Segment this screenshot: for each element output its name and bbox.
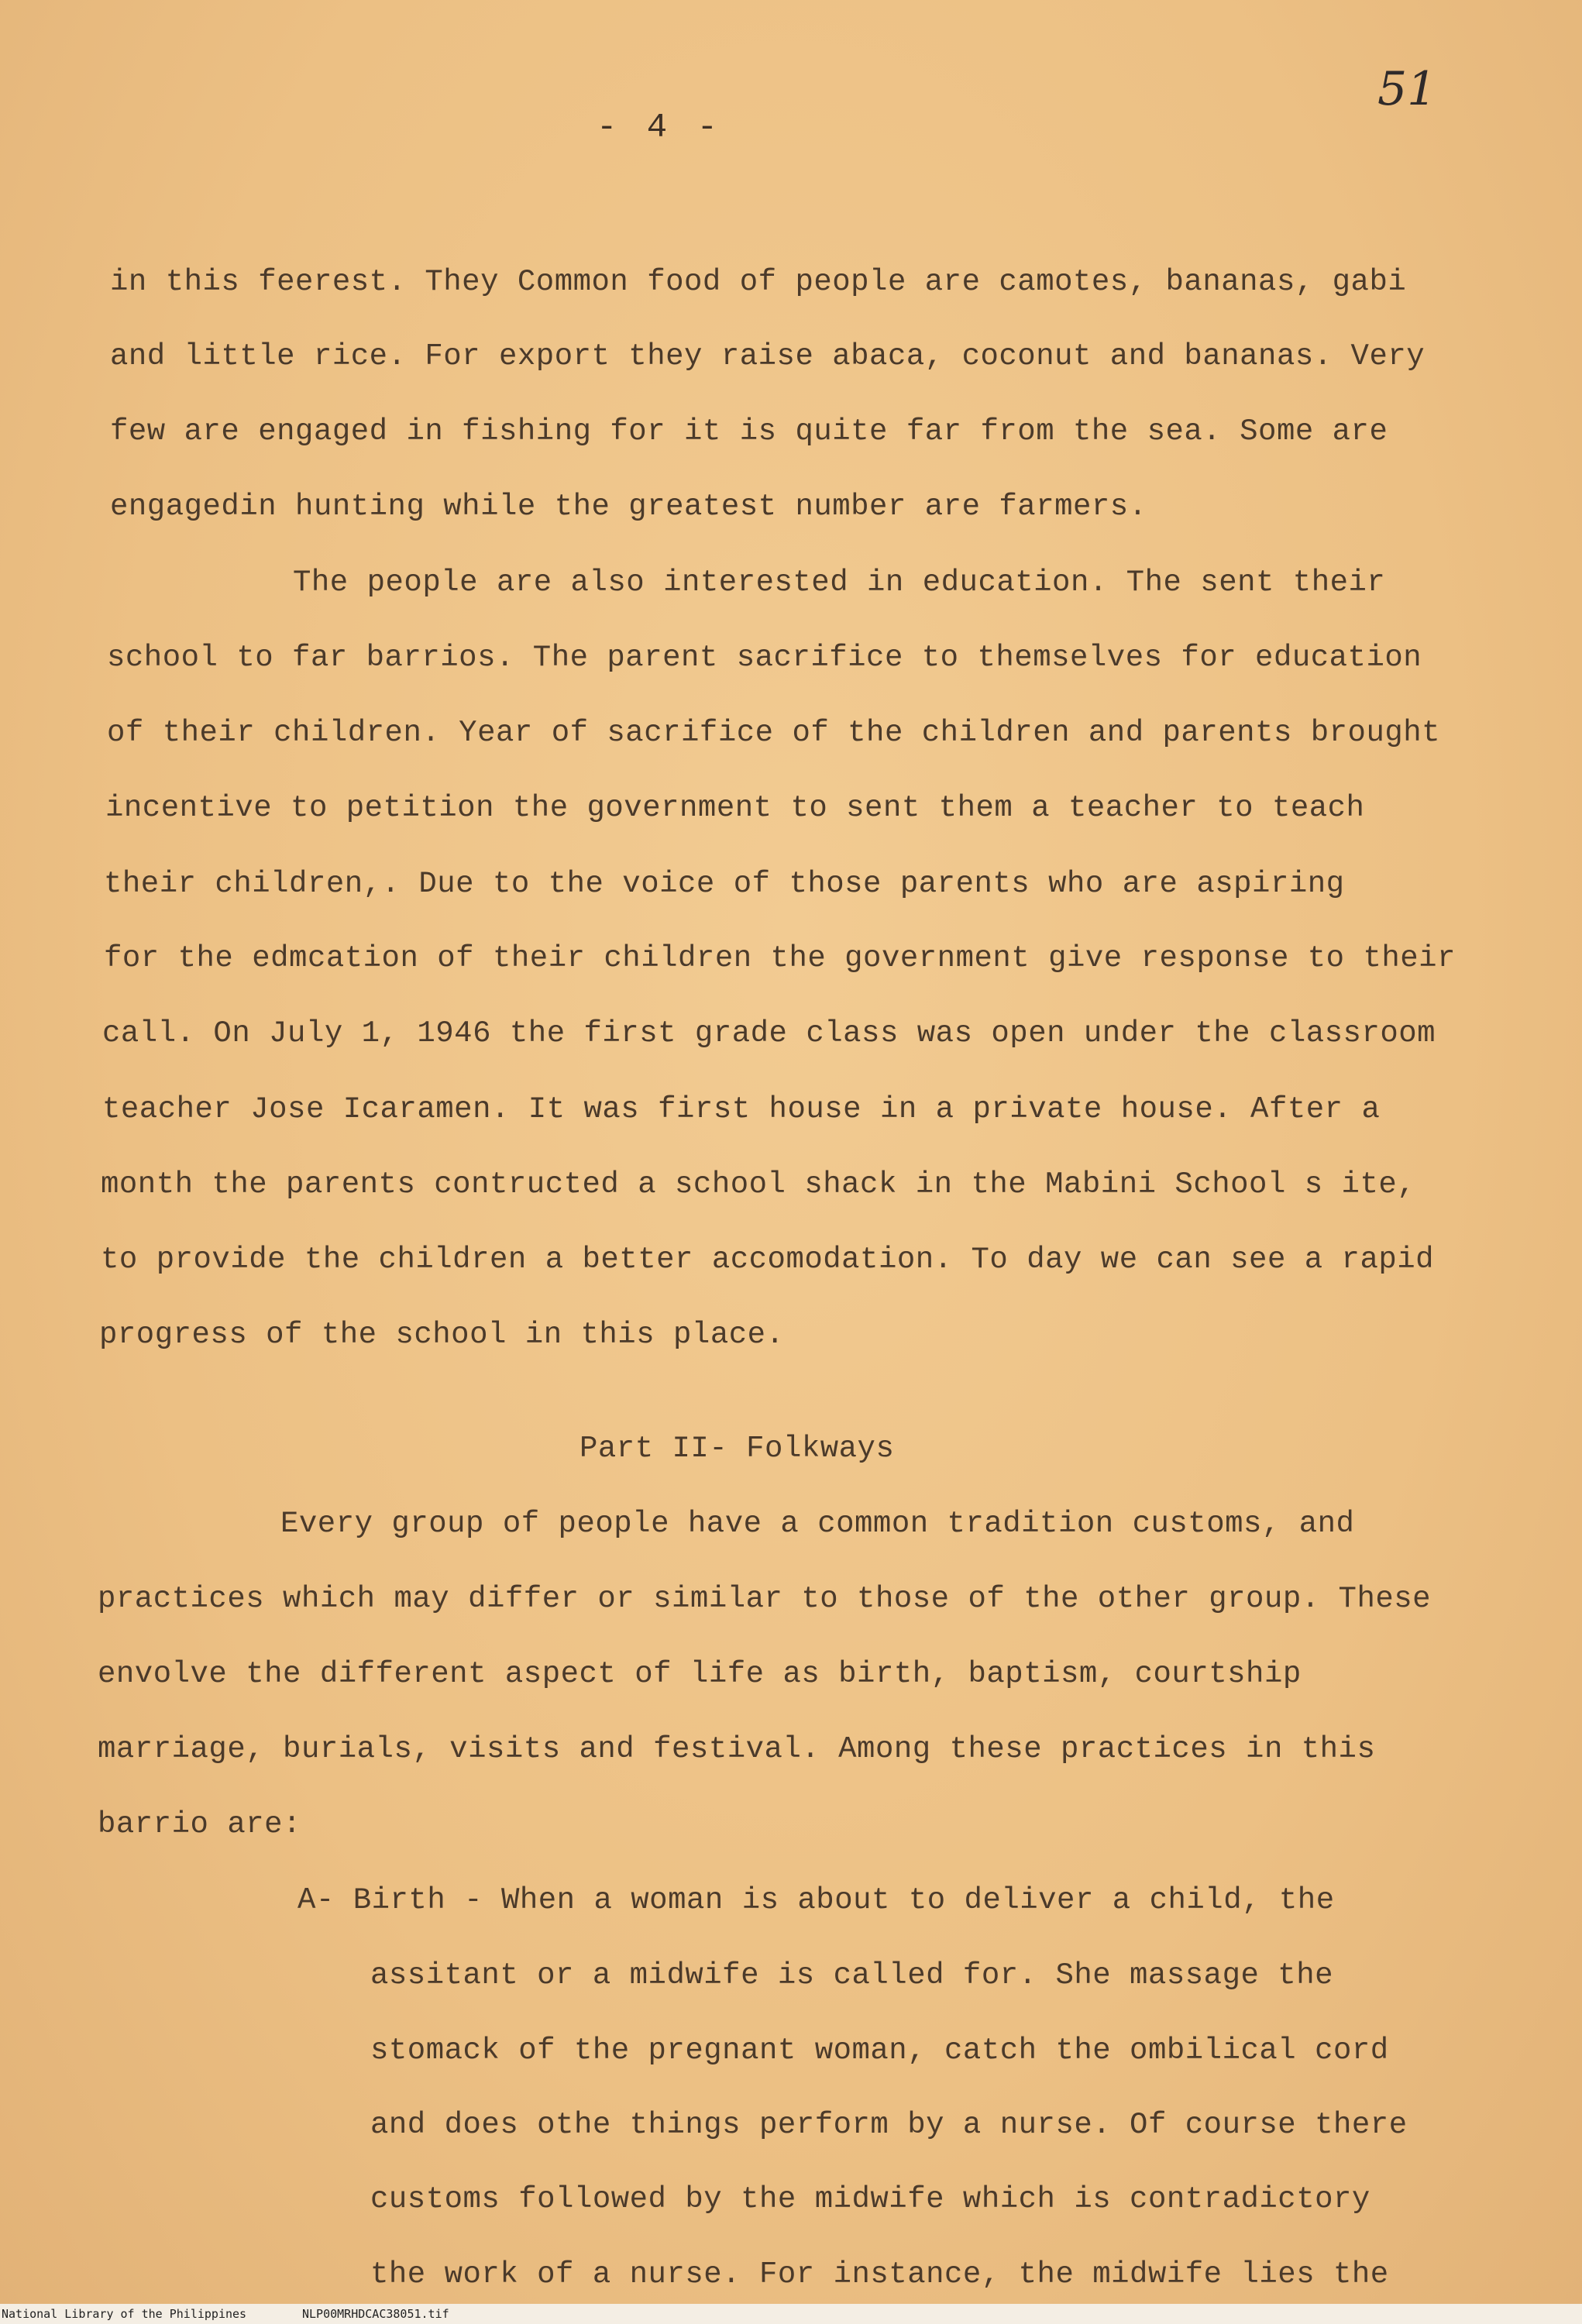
footer-institution: National Library of the Philippines xyxy=(2,2307,247,2321)
text-line: of their children. Year of sacrifice of the children and parents brought xyxy=(107,716,1441,750)
text-line: envolve the different aspect of life as birth, baptism, courtship xyxy=(98,1657,1302,1691)
text-line: the work of a nurse. For instance, the midwife lies the xyxy=(370,2257,1389,2291)
text-line: progress of the school in this place. xyxy=(99,1318,785,1352)
text-line: their children,. Due to the voice of those parents who are aspiring xyxy=(104,867,1345,901)
text-line: barrio are: xyxy=(98,1807,301,1841)
text-line: practices which may differ or similar to those of the other group. These xyxy=(98,1582,1432,1616)
text-line: to provide the children a better accomodation. To day we can see a rapid xyxy=(101,1243,1435,1277)
text-line: stomack of the pregnant woman, catch the ombilical cord xyxy=(370,2033,1389,2068)
text-line: Every group of people have a common tradition customs, and xyxy=(280,1507,1355,1541)
section-heading: Part II- Folkways xyxy=(579,1432,895,1466)
text-line: call. On July 1, 1946 the first grade class was open under the classroom xyxy=(102,1016,1436,1050)
text-line: A- Birth - When a woman is about to deliver a child, the xyxy=(297,1883,1335,1917)
text-line: assitant or a midwife is called for. She massage the xyxy=(370,1958,1333,1992)
text-line: in this feerest. They Common food of people are camotes, bananas, gabi xyxy=(110,265,1407,299)
text-line: school to far barrios. The parent sacrifice to themselves for education xyxy=(107,641,1422,675)
footer-filename: NLP00MRHDCAC38051.tif xyxy=(302,2307,449,2321)
text-line: for the edmcation of their children the government give response to their xyxy=(104,941,1456,975)
text-line: and little rice. For export they raise abaca, coconut and bananas. Very xyxy=(110,339,1426,373)
page-number: - 4 - xyxy=(597,108,723,147)
text-line: and does othe things perform by a nurse. Of course there xyxy=(370,2108,1408,2142)
text-line: teacher Jose Icaramen. It was first house in a private house. After a xyxy=(102,1092,1381,1126)
scan-footer xyxy=(0,2304,1582,2324)
text-line: The people are also interested in education. The sent their xyxy=(293,566,1386,600)
text-line: customs followed by the midwife which is contradictory xyxy=(370,2182,1370,2216)
text-line: few are engaged in fishing for it is quite far from the sea. Some are xyxy=(110,414,1388,449)
text-line: month the parents contructed a school shack in the Mabini School s ite, xyxy=(101,1167,1416,1202)
text-line: incentive to petition the government to sent them a teacher to teach xyxy=(105,791,1365,825)
text-line: engagedin hunting while the greatest number are farmers. xyxy=(110,490,1147,524)
folio-number: 51 xyxy=(1377,62,1437,116)
text-line: marriage, burials, visits and festival. Among these practices in this xyxy=(98,1732,1376,1766)
